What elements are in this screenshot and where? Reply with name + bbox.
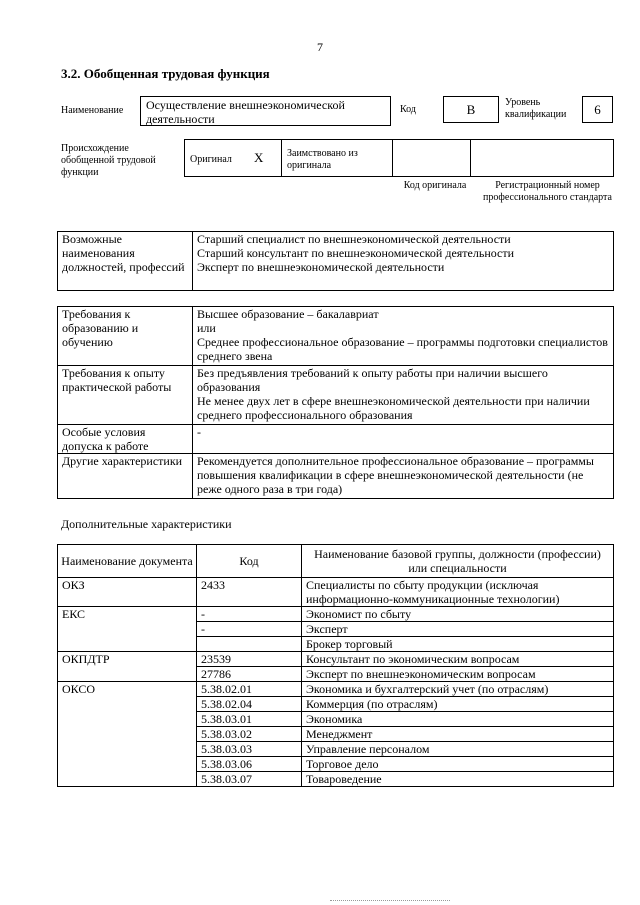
table-row (58, 652, 614, 667)
code-cell: 5.38.03.06 (197, 757, 302, 772)
reg-number-caption: Регистрационный номер профессионального стандарта (483, 180, 612, 203)
scan-artifact (330, 900, 450, 901)
level-label: Уровень квалификации (505, 97, 567, 120)
borrowed-label: Заимствовано из оригинала (287, 148, 358, 171)
name-cell: Экономист по сбыту (302, 607, 614, 622)
table-row (58, 578, 614, 607)
table-row (58, 607, 614, 622)
code-cell: 5.38.03.02 (197, 727, 302, 742)
original-label: Оригинал (190, 154, 232, 165)
code-cell: 23539 (197, 652, 302, 667)
name-cell: Торговое дело (302, 757, 614, 772)
name-cell: Экономика (302, 712, 614, 727)
list-item: Эксперт по внешнеэкономической деятельности (197, 260, 445, 274)
positions-values (193, 232, 614, 291)
origin-divider (392, 139, 393, 177)
column-header: Наименование базовой группы, должности (профессии) или специальности (302, 545, 614, 578)
name-cell: Эксперт по внешнеэкономическим вопросам (302, 667, 614, 682)
page-number: 7 (317, 40, 323, 54)
requirement-value (193, 425, 614, 454)
table-row (58, 366, 614, 425)
table-row (58, 454, 614, 499)
code-cell: 2433 (197, 578, 302, 607)
requirement-value (193, 366, 614, 425)
doc-cell: ОКПДТР (58, 652, 197, 682)
name-cell: Специалисты по сбыту продукции (исключая информационно-коммуникационные технологии) (302, 578, 614, 607)
code-original-caption: Код оригинала (403, 180, 467, 191)
requirement-label: Особые условия допуска к работе (58, 425, 193, 454)
name-cell: Брокер торговый (302, 637, 614, 652)
requirement-value (193, 307, 614, 366)
name-cell: Менеджмент (302, 727, 614, 742)
requirement-line: Без предъявления требований к опыту работы при наличии высшего образования (197, 366, 548, 394)
requirement-line: - (197, 425, 201, 439)
name-cell: Коммерция (по отраслям) (302, 697, 614, 712)
code-label: Код (400, 104, 416, 115)
code-cell: 5.38.03.03 (197, 742, 302, 757)
origin-label: Происхождение обобщенной трудовой функции (61, 143, 156, 178)
table-row (58, 425, 614, 454)
table-row (58, 682, 614, 697)
name-cell: Эксперт (302, 622, 614, 637)
code-cell: 27786 (197, 667, 302, 682)
requirement-line: Рекомендуется дополнительное профессиональное образование – программы повышения квалификации в сфере внешнеэкономической деятельности (не реже одного раза в три года) (197, 454, 594, 496)
code-cell: 5.38.03.01 (197, 712, 302, 727)
doc-cell: ОКСО (58, 682, 197, 787)
table-header-row (58, 545, 614, 578)
original-mark: X (254, 150, 264, 165)
table-row (58, 307, 614, 366)
list-item: Старший специалист по внешнеэкономической деятельности (197, 232, 511, 246)
column-header: Код (197, 545, 302, 578)
name-value-box (140, 96, 391, 126)
code-cell: 5.38.02.04 (197, 697, 302, 712)
name-cell: Консультант по экономическим вопросам (302, 652, 614, 667)
positions-table (57, 231, 614, 291)
requirement-value (193, 454, 614, 499)
section-title: 3.2. Обобщенная трудовая функция (61, 66, 270, 81)
origin-box (184, 139, 614, 177)
list-item: Старший консультант по внешнеэкономической деятельности (197, 246, 515, 260)
code-cell (197, 637, 302, 652)
requirement-label: Требования к опыту практической работы (58, 366, 193, 425)
code-cell: - (197, 607, 302, 622)
name-cell: Управление персоналом (302, 742, 614, 757)
doc-cell: ОКЗ (58, 578, 197, 607)
origin-divider (281, 139, 282, 177)
extra-title: Дополнительные характеристики (61, 517, 232, 531)
code-cell: 5.38.03.07 (197, 772, 302, 787)
requirements-table (57, 306, 614, 499)
code-cell: 5.38.02.01 (197, 682, 302, 697)
code-cell: - (197, 622, 302, 637)
positions-label: Возможные наименования должностей, профессий (58, 232, 193, 291)
requirement-line: Высшее образование – бакалавриат (197, 307, 379, 321)
table-row (58, 232, 614, 291)
requirement-label: Другие характеристики (58, 454, 193, 499)
requirement-label: Требования к образованию и обучению (58, 307, 193, 366)
code-value: B (443, 96, 499, 123)
requirement-line: или (197, 321, 216, 335)
name-cell: Товароведение (302, 772, 614, 787)
column-header: Наименование документа (58, 545, 197, 578)
name-value: Осуществление внешнеэкономической деятельности (146, 98, 345, 126)
origin-divider (470, 139, 471, 177)
level-value: 6 (582, 96, 613, 123)
requirement-line: Не менее двух лет в сфере внешнеэкономической деятельности при наличии среднего профессионального образования (197, 394, 590, 422)
extra-table (57, 544, 614, 787)
name-cell: Экономика и бухгалтерский учет (по отраслям) (302, 682, 614, 697)
name-label: Наименование (61, 105, 124, 116)
requirement-line: Среднее профессиональное образование – программы подготовки специалистов среднего звена (197, 335, 608, 363)
doc-cell: ЕКС (58, 607, 197, 652)
